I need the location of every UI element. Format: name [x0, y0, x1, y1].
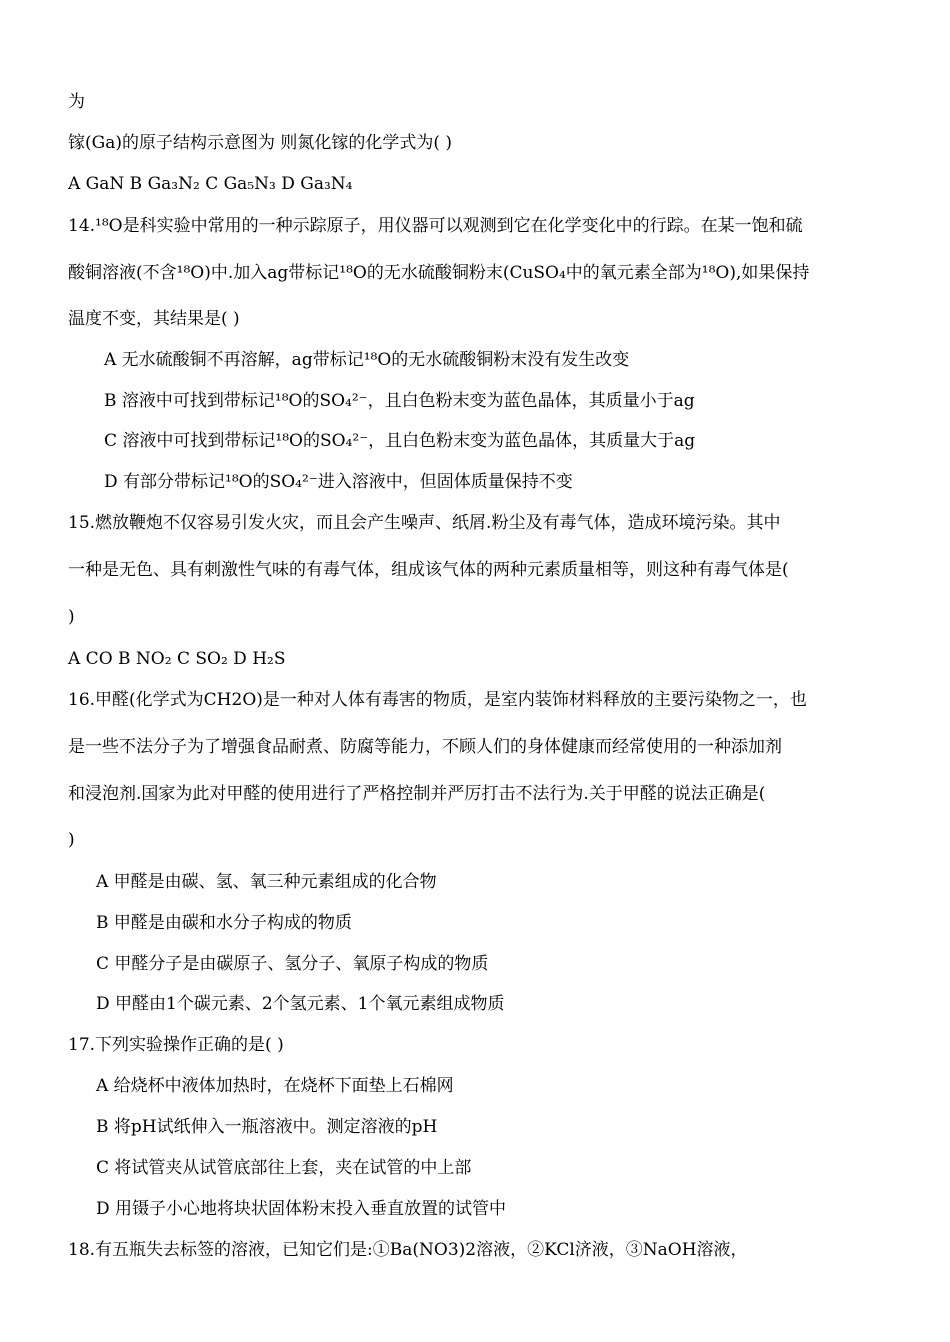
- question-18-stem: 18.有五瓶失去标签的溶液，已知它们是:①Ba(NO3)2溶液，②KCl济液，③NaOH溶液，: [68, 1240, 748, 1260]
- question-13-stem: 镓(Ga)的原子结构示意图为 则氮化镓的化学式为( ): [68, 133, 453, 153]
- question-16-stem: 是一些不法分子为了增强食品耐煮、防腐等能力，不顾人们的身体健康而经常使用的一种添加剂: [68, 737, 782, 757]
- question-13-options: A GaN B Ga₃N₂ C Ga₅N₃ D Ga₃N₄: [68, 174, 353, 194]
- question-16-stem: 和浸泡剂.国家为此对甲醛的使用进行了严格控制并严厉打击不法行为.关于甲醛的说法正确是(: [68, 784, 766, 804]
- question-14-option-a: A 无水硫酸铜不再溶解，ag带标记¹⁸O的无水硫酸铜粉末没有发生改变: [104, 350, 630, 370]
- question-14-option-c: C 溶液中可找到带标记¹⁸O的SO₄²⁻，且白色粉末变为蓝色晶体，其质量大于ag: [104, 431, 696, 451]
- question-14-stem: 温度不变，其结果是( ): [68, 309, 240, 329]
- question-16-option-c: C 甲醛分子是由碳原子、氢分子、氧原子构成的物质: [96, 954, 489, 974]
- question-14-stem: 14.¹⁸O是科实验中常用的一种示踪原子，用仪器可以观测到它在化学变化中的行踪。在某一饱和硫: [68, 216, 803, 236]
- question-16-stem: 16.甲醛(化学式为CH2O)是一种对人体有毒害的物质，是室内装饰材料释放的主要污染物之一，也: [68, 690, 807, 710]
- question-14-stem: 酸铜溶液(不含¹⁸O)中.加入ag带标记¹⁸O的无水硫酸铜粉末(CuSO₄中的氧元素全部为¹⁸O),如果保持: [68, 263, 810, 283]
- question-16-option-d: D 甲醛由1个碳元素、2个氢元素、1个氧元素组成物质: [96, 994, 505, 1014]
- question-15-options: A CO B NO₂ C SO₂ D H₂S: [68, 649, 286, 669]
- question-17-option-d: D 用镊子小心地将块状固体粉末投入垂直放置的试管中: [96, 1199, 507, 1219]
- question-14-option-b: B 溶液中可找到带标记¹⁸O的SO₄²⁻，且白色粉末变为蓝色晶体，其质量小于ag: [104, 391, 695, 411]
- question-14-option-d: D 有部分带标记¹⁸O的SO₄²⁻进入溶液中，但固体质量保持不变: [104, 472, 573, 492]
- text-line: 为: [68, 92, 85, 112]
- question-16-stem: ): [68, 830, 75, 850]
- question-15-stem: 一种是无色、具有刺激性气味的有毒气体，组成该气体的两种元素质量相等，则这种有毒气体是(: [68, 560, 789, 580]
- question-17-stem: 17.下列实验操作正确的是( ): [68, 1035, 284, 1055]
- question-15-stem: 15.燃放鞭炮不仅容易引发火灾，而且会产生噪声、纸屑.粉尘及有毒气体，造成环境污染。其中: [68, 513, 781, 533]
- question-17-option-a: A 给烧杯中液体加热时，在烧杯下面垫上石棉网: [96, 1076, 454, 1096]
- question-17-option-c: C 将试管夹从试管底部往上套，夹在试管的中上部: [96, 1158, 472, 1178]
- question-15-stem: ): [68, 607, 75, 627]
- question-16-option-a: A 甲醛是由碳、氢、氧三种元素组成的化合物: [96, 872, 437, 892]
- question-16-option-b: B 甲醛是由碳和水分子构成的物质: [96, 913, 352, 933]
- question-17-option-b: B 将pH试纸伸入一瓶溶液中。测定溶液的pH: [96, 1117, 438, 1137]
